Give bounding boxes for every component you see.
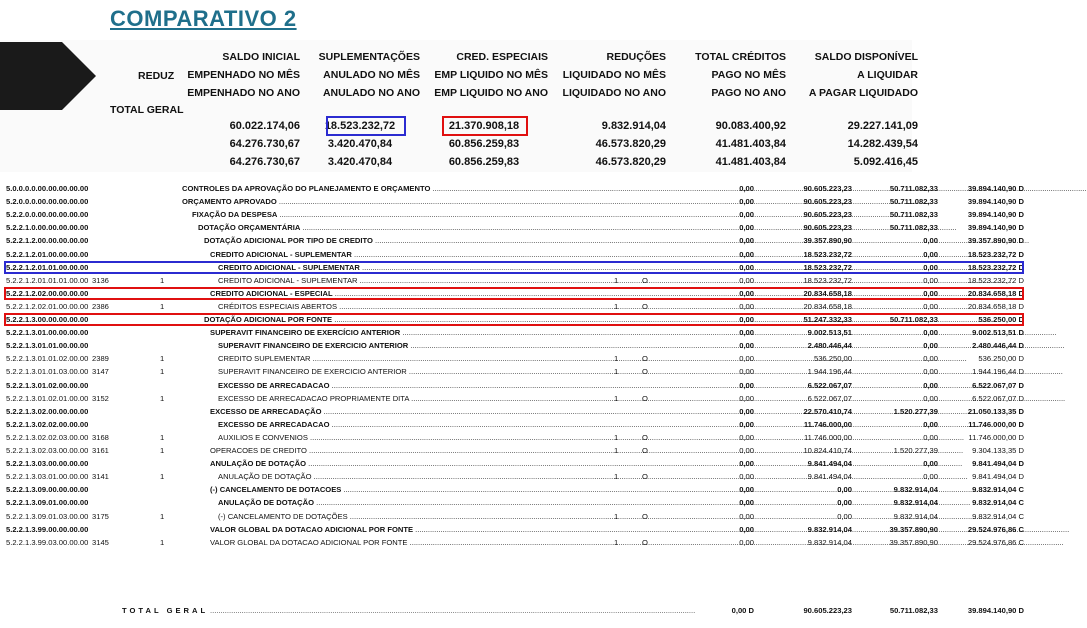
summary-value: 3.420.470,84	[327, 138, 393, 150]
value-col-3: 50.711.082,33	[889, 223, 938, 233]
value-col-2: 9.832.914,04	[807, 537, 852, 547]
value-col-1: 0,00	[739, 315, 754, 324]
account-code: 5.2.2.1.3.01.02.00.00.00	[6, 380, 89, 390]
col-c1: 1	[614, 367, 619, 377]
account-description: CRÉDITOS ESPECIAIS ABERTOS .....	[218, 300, 602, 313]
total-v2: 90.605.223,23	[803, 606, 852, 615]
account-code: 5.2.2.1.2.02.00.00.00.00	[6, 288, 89, 298]
col-c2: O	[642, 432, 648, 442]
highlight-box-cred-especiais	[442, 116, 528, 136]
value-col-2: 90.605.223,23	[803, 223, 852, 233]
account-code: 5.2.2.1.3.01.01.00.00.00	[6, 341, 89, 351]
value-col-1: 0,00	[739, 249, 754, 259]
col-c1: 1	[614, 354, 619, 364]
value-col-4: 536.250,00 D	[978, 315, 1024, 324]
value-col-1: 0,00	[739, 328, 754, 338]
value-col-1: 0,00	[739, 498, 754, 508]
summary-value: 5.092.416,45	[853, 156, 918, 168]
account-description: ANULAÇÃO DE DOTAÇÃO .....	[218, 470, 602, 483]
value-col-2: 18.523.232,72	[803, 275, 852, 285]
account-description: CREDITO ADICIONAL - SUPLEMENTAR .....	[218, 261, 602, 274]
summary-values-col-1	[170, 117, 300, 171]
value-col-1: 0,00	[739, 210, 754, 220]
summary-value: 60.856.259,83	[448, 156, 520, 168]
summary-header-line: LIQUIDADO NO MÊS	[562, 69, 666, 81]
value-col-1: 0,00	[739, 223, 754, 233]
summary-header-col-6	[790, 48, 918, 102]
summary-header-line: ANULADO NO ANO	[322, 87, 420, 99]
value-col-4: 9.002.513,51 D	[972, 328, 1024, 338]
total-v1: 0,00 D	[731, 606, 754, 615]
account-description: EXCESSO DE ARRECADAÇÃO .....	[210, 405, 602, 418]
table-row	[0, 496, 1030, 509]
account-description: ANULAÇÃO DE DOTAÇÃO .....	[210, 457, 602, 470]
value-col-4: 21.050.133,35 D	[967, 406, 1024, 416]
table-row	[0, 405, 1030, 418]
summary-header-line: EMPENHADO NO MÊS	[187, 69, 300, 81]
account-code: 5.2.2.1.2.00.00.00.00.00	[6, 236, 89, 246]
col-flag: 1	[160, 511, 165, 521]
col-c2: O	[642, 511, 648, 521]
account-code: 5.2.2.1.3.02.02.03.00.00	[6, 432, 89, 442]
summary-value: 21.370.908,18	[448, 120, 520, 132]
value-col-4: 39.894.140,90 D	[967, 223, 1024, 233]
value-col-3: 0,00	[923, 354, 938, 364]
account-description: CREDITO SUPLEMENTAR .....	[218, 352, 602, 365]
value-col-3: 39.357.890,90	[889, 537, 938, 547]
table-row	[0, 182, 1030, 195]
account-code: 5.2.2.1.3.01.02.01.00.00	[6, 393, 89, 403]
value-col-4: 2.480.446,44 D	[972, 341, 1024, 351]
account-description: AUXILIOS E CONVENIOS .....	[218, 431, 602, 444]
value-col-2: 9.832.914,04	[807, 524, 852, 534]
col-c2: O	[642, 354, 648, 364]
value-col-4: 9.832.914,04 C	[972, 511, 1024, 521]
value-col-1: 0,00	[739, 367, 754, 377]
account-description: CREDITO ADICIONAL - SUPLEMENTAR .....	[218, 274, 602, 287]
total-v3: 50.711.082,33	[889, 606, 938, 615]
summary-values-col-4	[548, 117, 666, 171]
row-highlight-box	[4, 287, 1024, 300]
reduz-code: 3145	[92, 537, 109, 547]
value-col-2: 51.247.332,33	[803, 315, 852, 324]
account-description: EXCESSO DE ARRECADACAO PROPRIAMENTE DITA .....	[218, 392, 602, 405]
col-c1: 1	[614, 275, 619, 285]
value-col-4: 39.894.140,90 D	[967, 210, 1024, 220]
summary-header-line: ANULADO NO MÊS	[323, 69, 420, 81]
value-col-3: 50.711.082,33	[889, 184, 938, 193]
table-row	[0, 470, 1030, 483]
value-col-3: 0,00	[923, 301, 938, 311]
table-row	[0, 195, 1030, 208]
value-col-1: 0,00	[739, 288, 754, 298]
value-col-1: 0,00	[739, 472, 754, 482]
account-code: 5.2.2.1.3.02.00.00.00.00	[6, 406, 89, 416]
account-code: 5.2.2.1.2.01.01.00.00.00	[6, 262, 89, 272]
value-col-2: 20.834.658,18	[803, 301, 852, 311]
account-code: 5.2.2.1.3.00.00.00.00.00	[6, 315, 89, 324]
summary-header-line: EMP LIQUIDO NO MÊS	[434, 69, 548, 81]
value-col-3: 0,00	[923, 275, 938, 285]
value-col-4: 11.746.000,00 D	[968, 419, 1024, 429]
table-row	[0, 536, 1030, 549]
page-title: COMPARATIVO 2	[110, 6, 297, 31]
row-highlight-box	[4, 313, 1024, 326]
value-col-2: 39.357.890,90	[803, 236, 852, 246]
reduz-code: 2389	[92, 354, 109, 364]
value-col-3: 0,00	[923, 459, 938, 469]
summary-header-col-5	[676, 48, 786, 102]
reduz-code: 3175	[92, 511, 109, 521]
reduz-header: REDUZ	[138, 70, 175, 82]
reduz-code: 2386	[92, 301, 109, 311]
table-row	[0, 339, 1030, 352]
value-col-1: 0,00	[739, 393, 754, 403]
account-description: SUPERAVIT FINANCEIRO DE EXERCICIO ANTERIOR .....	[218, 365, 602, 378]
value-col-2: 90.605.223,23	[803, 210, 852, 220]
col-c2: O	[642, 472, 648, 482]
value-col-3: 9.832.914,04	[893, 498, 938, 508]
dark-arrow-block	[0, 42, 62, 110]
reduz-code: 3147	[92, 367, 109, 377]
value-col-2: 11.746.000,00	[803, 419, 852, 429]
account-description: ORÇAMENTO APROVADO .....	[182, 195, 602, 208]
value-col-1: 0,00	[739, 485, 754, 495]
account-code: 5.2.2.1.3.09.00.00.00.00	[6, 485, 89, 495]
col-flag: 1	[160, 472, 165, 482]
account-description: FIXAÇÃO DA DESPESA .....	[192, 208, 602, 221]
value-col-3: 0,00	[923, 341, 938, 351]
value-col-1: 0,00	[739, 459, 754, 469]
account-code: 5.2.2.1.3.99.03.00.00.00	[6, 537, 89, 547]
value-col-4: 39.894.140,90 D	[967, 184, 1024, 193]
summary-value: 60.856.259,83	[448, 138, 520, 150]
account-description: DOTAÇÃO ORÇAMENTÁRIA .....	[198, 221, 602, 234]
table-row	[0, 326, 1030, 339]
summary-header-line: PAGO NO ANO	[711, 87, 786, 99]
value-col-2: 6.522.067,07	[807, 393, 852, 403]
value-col-2: 0,00	[837, 511, 852, 521]
account-description: SUPERAVIT FINANCEIRO DE EXERCICIO ANTERIOR .....	[218, 339, 602, 352]
summary-value: 46.573.820,29	[595, 156, 666, 168]
value-col-3: 0,00	[923, 380, 938, 390]
summary-header-line: EMPENHADO NO ANO	[187, 87, 300, 99]
col-flag: 1	[160, 393, 165, 403]
table-row	[0, 261, 1030, 274]
value-col-3: 0,00	[923, 367, 938, 377]
reduz-code: 3141	[92, 472, 109, 482]
account-description: CREDITO ADICIONAL - ESPECIAL .....	[210, 287, 602, 300]
table-row	[0, 431, 1030, 444]
value-col-4: 1.944.196,44 D	[972, 367, 1024, 377]
table-row	[0, 274, 1030, 287]
summary-header-col-4	[548, 48, 666, 102]
summary-header-col-3	[420, 48, 548, 102]
account-code: 5.2.0.0.0.00.00.00.00.00	[6, 197, 89, 207]
table-row	[0, 457, 1030, 470]
col-c2: O	[642, 301, 648, 311]
summary-header-line: SALDO INICIAL	[222, 51, 300, 63]
summary-value: 41.481.403,84	[715, 156, 786, 168]
col-c1: 1	[614, 472, 619, 482]
summary-value: 41.481.403,84	[715, 138, 786, 150]
summary-value: 60.022.174,06	[229, 120, 300, 132]
value-col-3: 9.832.914,04	[893, 511, 938, 521]
col-flag: 1	[160, 301, 165, 311]
value-col-4: 20.834.658,18 D	[967, 301, 1024, 311]
col-flag: 1	[160, 446, 165, 455]
table-row	[0, 208, 1030, 221]
value-col-2: 20.834.658,18	[803, 288, 852, 298]
value-col-1: 0,00	[739, 184, 754, 193]
value-col-2: 22.570.410,74	[803, 406, 852, 416]
col-c1: 1	[614, 393, 619, 403]
summary-header-col-1	[170, 48, 300, 102]
value-col-2: 11.746.000,00	[804, 432, 852, 442]
total-dots: ......................................................................................................................................................................................................................................	[210, 606, 696, 615]
value-col-3: 0,00	[923, 262, 938, 272]
reduz-code: 3168	[92, 432, 109, 442]
value-col-4: 9.304.133,35 D	[972, 446, 1024, 455]
value-col-4: 39.357.890,90 D	[967, 236, 1024, 246]
summary-value: 14.282.439,54	[847, 138, 918, 150]
value-col-4: 39.894.140,90 D	[967, 197, 1024, 207]
value-col-2: 6.522.067,07	[807, 380, 852, 390]
value-col-4: 11.746.000,00 D	[968, 432, 1024, 442]
table-row	[0, 444, 1030, 457]
account-code: 5.2.2.1.3.01.01.02.00.00	[6, 354, 89, 364]
account-description: OPERACOES DE CREDITO .....	[210, 444, 602, 457]
account-code: 5.2.2.1.3.01.00.00.00.00	[6, 328, 89, 338]
value-col-1: 0,00	[739, 301, 754, 311]
value-col-4: 18.523.232,72 D	[967, 249, 1024, 259]
summary-value: 29.227.141,09	[847, 120, 918, 132]
col-c1: 1	[614, 432, 619, 442]
total-geral-row	[0, 604, 1030, 618]
value-col-3: 39.357.890,90	[889, 524, 938, 534]
value-col-4: 18.523.232,72 D	[967, 262, 1024, 272]
summary-header-line: PAGO NO MÊS	[711, 69, 786, 81]
table-row	[0, 523, 1030, 536]
account-description: VALOR GLOBAL DA DOTACAO ADICIONAL POR FONTE .....	[210, 523, 602, 536]
account-description: CONTROLES DA APROVAÇÃO DO PLANEJAMENTO E ORÇAMENTO .....	[182, 182, 602, 195]
summary-value: 3.420.470,84	[327, 156, 393, 168]
value-col-4: 536.250,00 D	[978, 354, 1024, 364]
value-col-1: 0,00	[739, 406, 754, 416]
account-code: 5.2.2.1.2.02.01.00.00.00	[6, 301, 89, 311]
reduz-code: 3136	[92, 275, 109, 285]
account-code: 5.2.2.1.3.03.01.00.00.00	[6, 472, 89, 482]
table-row	[0, 287, 1030, 300]
value-col-4: 29.524.976,86 C	[967, 537, 1024, 547]
account-code: 5.2.2.1.0.00.00.00.00.00	[6, 223, 89, 233]
value-col-1: 0,00	[739, 380, 754, 390]
table-row	[0, 300, 1030, 313]
account-description: (-) CANCELAMENTO DE DOTACOES .....	[210, 483, 602, 496]
total-geral-label: TOTAL GERAL	[110, 104, 184, 116]
table-row	[0, 352, 1030, 365]
col-c1: 1	[614, 301, 619, 311]
highlight-box-suplementacoes	[326, 116, 406, 136]
col-c1: 1	[614, 537, 619, 547]
account-description: VALOR GLOBAL DA DOTACAO ADICIONAL POR FONTE .....	[210, 536, 602, 549]
value-col-2: 1.944.196,44	[807, 367, 852, 377]
summary-header-line: LIQUIDADO NO ANO	[562, 87, 666, 99]
table-row	[0, 483, 1030, 496]
table-row	[0, 248, 1030, 261]
value-col-2: 536.250,00	[813, 354, 852, 364]
value-col-2: 0,00	[837, 498, 852, 508]
value-col-3: 0,00	[923, 328, 938, 338]
account-code: 5.0.0.0.0.00.00.00.00.00	[6, 184, 89, 193]
summary-header-line: SUPLEMENTAÇÕES	[318, 51, 420, 63]
account-description: SUPERAVIT FINANCEIRO DE EXERCÍCIO ANTERIOR .....	[210, 326, 602, 339]
value-col-1: 0,00	[739, 419, 754, 429]
value-col-3: 50.711.082,33	[889, 197, 938, 207]
summary-header-line: CRED. ESPECIAIS	[456, 51, 548, 63]
summary-header-line: REDUÇÕES	[606, 51, 666, 63]
value-col-4: 9.841.494,04 D	[972, 459, 1024, 469]
summary-value: 9.832.914,04	[601, 120, 666, 132]
summary-value: 18.523.232,72	[324, 120, 396, 132]
value-col-1: 0,00	[739, 236, 754, 246]
value-col-2: 18.523.232,72	[803, 262, 852, 272]
summary-header-line: A LIQUIDAR	[857, 69, 918, 81]
summary-header-line: EMP LIQUIDO NO ANO	[434, 87, 548, 99]
account-description: EXCESSO DE ARRECADACAO .....	[218, 418, 602, 431]
summary-value: 46.573.820,29	[595, 138, 666, 150]
table-row	[0, 313, 1030, 326]
value-col-1: 0,00	[739, 197, 754, 207]
value-col-2: 9.841.494,04	[807, 472, 852, 482]
account-code: 5.2.2.1.2.01.00.00.00.00	[6, 249, 89, 259]
account-code: 5.2.2.1.3.03.00.00.00.00	[6, 459, 89, 469]
reduz-code: 3152	[92, 393, 109, 403]
value-col-4: 9.832.914,04 C	[972, 485, 1024, 495]
value-col-1: 0,00	[739, 275, 754, 285]
table-row	[0, 418, 1030, 431]
account-code: 5.2.2.1.3.09.01.03.00.00	[6, 511, 89, 521]
value-col-3: 50.711.082,33	[889, 210, 938, 220]
value-col-1: 0,00	[739, 537, 754, 547]
col-c2: O	[642, 275, 648, 285]
table-row	[0, 392, 1030, 405]
value-col-2: 0,00	[837, 485, 852, 495]
account-code: 5.2.2.1.3.02.02.00.00.00	[6, 419, 89, 429]
col-c1: 1	[614, 511, 619, 521]
value-col-3: 0,00	[923, 236, 938, 246]
value-col-3: 0,00	[923, 393, 938, 403]
table-row	[0, 510, 1030, 523]
table-row	[0, 234, 1030, 247]
value-col-2: 9.841.494,04	[807, 459, 852, 469]
summary-header-line: TOTAL CRÉDITOS	[695, 51, 786, 63]
value-col-4: 6.522.067,07 D	[972, 380, 1024, 390]
total-geral-row-label: TOTAL GERAL	[122, 606, 209, 615]
value-col-3: 0,00	[923, 432, 938, 442]
account-description: (-) CANCELAMENTO DE DOTAÇÕES .....	[218, 510, 602, 523]
col-flag: 1	[160, 367, 165, 377]
col-c2: O	[642, 446, 648, 455]
account-code: 5.2.2.1.2.01.01.01.00.00	[6, 275, 89, 285]
account-code: 5.2.2.0.0.00.00.00.00.00	[6, 210, 89, 220]
value-col-2: 18.523.232,72	[803, 249, 852, 259]
value-col-1: 0,00	[739, 262, 754, 272]
summary-value: 64.276.730,67	[229, 156, 300, 168]
account-code: 5.2.2.1.3.02.03.00.00.00	[6, 446, 89, 455]
col-c2: O	[642, 537, 648, 547]
value-col-1: 0,00	[739, 524, 754, 534]
value-col-3: 50.711.082,33	[889, 315, 938, 324]
reduz-code: 3161	[92, 446, 109, 455]
summary-value: 90.083.400,92	[715, 120, 786, 132]
account-description: ANULAÇÃO DE DOTAÇÃO .....	[218, 496, 602, 509]
value-col-1: 0,00	[739, 446, 754, 455]
col-c2: O	[642, 367, 648, 377]
value-col-1: 0,00	[739, 511, 754, 521]
summary-header-col-2	[300, 48, 420, 102]
value-col-1: 0,00	[739, 432, 754, 442]
summary-header-line: A PAGAR LIQUIDADO	[808, 87, 918, 99]
account-description: DOTAÇÃO ADICIONAL POR TIPO DE CREDITO .....	[204, 234, 602, 247]
value-col-2: 9.002.513,51	[807, 328, 852, 338]
value-col-3: 1.520.277,39	[893, 446, 938, 455]
value-col-1: 0,00	[739, 341, 754, 351]
value-col-2: 90.605.223,23	[803, 197, 852, 207]
account-description: EXCESSO DE ARRECADACAO .....	[218, 379, 602, 392]
value-col-3: 0,00	[923, 249, 938, 259]
value-col-2: 10.824.410,74	[803, 446, 852, 455]
value-col-1: 0,00	[739, 354, 754, 364]
account-description: CREDITO ADICIONAL - SUPLEMENTAR .....	[210, 248, 602, 261]
account-code: 5.2.2.1.3.99.00.00.00.00	[6, 524, 89, 534]
account-code: 5.2.2.1.3.01.01.03.00.00	[6, 367, 89, 377]
col-flag: 1	[160, 354, 165, 364]
row-highlight-box	[4, 261, 1024, 274]
summary-value: 64.276.730,67	[229, 138, 300, 150]
value-col-4: 6.522.067,07 D	[972, 393, 1024, 403]
value-col-2: 90.605.223,23	[803, 184, 852, 193]
col-c1: 1	[614, 446, 619, 455]
table-row	[0, 379, 1030, 392]
value-col-3: 1.520.277,39	[893, 406, 938, 416]
col-flag: 1	[160, 432, 165, 442]
value-col-4: 20.834.658,18 D	[967, 288, 1024, 298]
value-col-4: 9.832.914,04 C	[972, 498, 1024, 508]
col-flag: 1	[160, 537, 165, 547]
summary-values-col-5	[676, 117, 786, 171]
arrow-shape	[62, 42, 96, 110]
value-col-4: 29.524.976,86 C	[967, 524, 1024, 534]
value-col-3: 9.832.914,04	[893, 485, 938, 495]
value-col-4: 18.523.232,72 D	[967, 275, 1024, 285]
summary-header-line: SALDO DISPONÍVEL	[814, 51, 918, 63]
value-col-2: 2.480.446,44	[807, 341, 852, 351]
account-description: DOTAÇÃO ADICIONAL POR FONTE .....	[204, 313, 602, 326]
col-c2: O	[642, 393, 648, 403]
table-row	[0, 365, 1030, 378]
summary-values-col-6	[790, 117, 918, 171]
col-flag: 1	[160, 275, 165, 285]
total-v4: 39.894.140,90 D	[967, 606, 1024, 615]
value-col-3: 0,00	[923, 419, 938, 429]
value-col-3: 0,00	[923, 288, 938, 298]
account-code: 5.2.2.1.3.09.01.00.00.00	[6, 498, 89, 508]
table-row	[0, 221, 1030, 234]
value-col-4: 9.841.494,04 D	[972, 472, 1024, 482]
value-col-3: 0,00	[923, 472, 938, 482]
